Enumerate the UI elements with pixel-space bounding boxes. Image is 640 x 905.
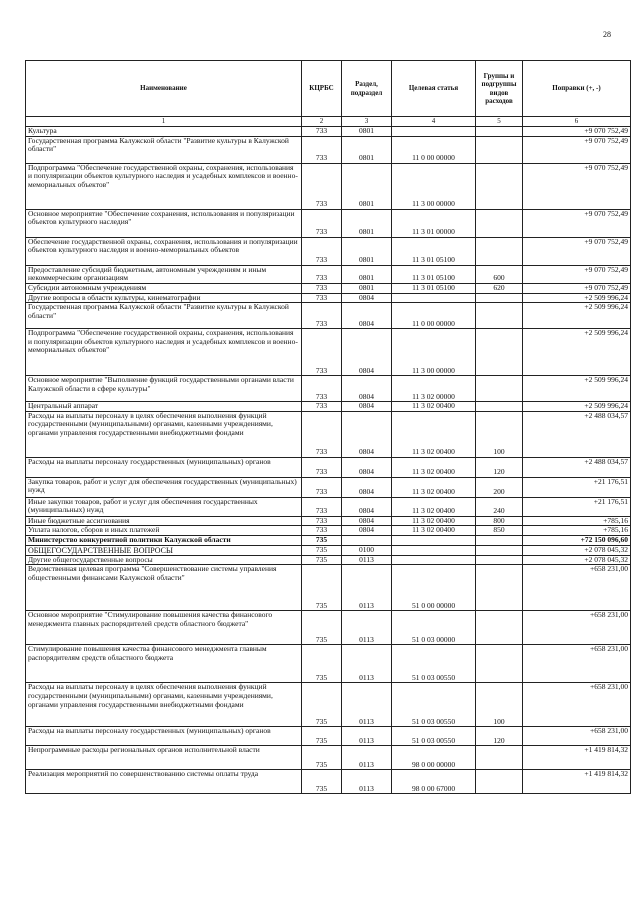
row-expense-type <box>476 555 523 565</box>
row-section: 0100 <box>342 545 392 555</box>
row-name: Субсидии автономным учреждениям <box>26 283 302 293</box>
row-amount: +9 070 752,49 <box>523 237 631 265</box>
row-section: 0113 <box>342 683 392 727</box>
table-row <box>26 209 631 237</box>
row-target <box>392 545 476 555</box>
row-section: 0804 <box>342 516 392 526</box>
row-expense-type: 100 <box>476 683 523 727</box>
row-amount: +2 488 034,57 <box>523 457 631 477</box>
row-section: 0113 <box>342 565 392 611</box>
row-section: 0801 <box>342 127 392 137</box>
row-expense-type <box>476 293 523 303</box>
row-target: 11 0 00 00000 <box>392 136 476 163</box>
row-section <box>342 536 392 546</box>
col-number: 4 <box>392 117 476 127</box>
table-row <box>26 237 631 265</box>
row-amount: +9 070 752,49 <box>523 163 631 209</box>
table-row <box>26 746 631 770</box>
row-section: 0804 <box>342 457 392 477</box>
row-name: ОБЩЕГОСУДАРСТВЕННЫЕ ВОПРОСЫ <box>26 545 302 555</box>
row-name: Другие вопросы в области культуры, кинематографии <box>26 293 302 303</box>
row-amount: +2 509 996,24 <box>523 293 631 303</box>
row-kcrbs: 733 <box>302 127 342 137</box>
row-amount: +785,16 <box>523 516 631 526</box>
row-kcrbs: 733 <box>302 209 342 237</box>
row-name: Подпрограмма "Обеспечение государственной охраны, сохранения, использования и популяризации объектов культурного наследия и усадебных комплексов и военно-мемориальных объектов" <box>26 329 302 376</box>
row-kcrbs: 733 <box>302 376 342 402</box>
page-number: 28 <box>603 30 611 39</box>
row-kcrbs: 733 <box>302 303 342 329</box>
row-kcrbs: 735 <box>302 555 342 565</box>
row-name: Иные закупки товаров, работ и услуг для обеспечения государственных (муниципальных) нужд <box>26 497 302 516</box>
row-expense-type: 850 <box>476 526 523 536</box>
row-expense-type <box>476 746 523 770</box>
table-row <box>26 329 631 376</box>
row-section: 0801 <box>342 136 392 163</box>
row-target: 11 3 01 05100 <box>392 265 476 283</box>
row-section: 0801 <box>342 283 392 293</box>
row-kcrbs: 735 <box>302 746 342 770</box>
col-header-expense-type: Группы и подгруппы видов расходов <box>476 61 523 117</box>
table-row <box>26 545 631 555</box>
row-target <box>392 555 476 565</box>
row-kcrbs: 733 <box>302 293 342 303</box>
row-amount: +2 509 996,24 <box>523 303 631 329</box>
table-row <box>26 645 631 683</box>
row-amount: +658 231,00 <box>523 683 631 727</box>
row-kcrbs: 735 <box>302 611 342 645</box>
col-header-name: Наименование <box>26 61 302 117</box>
row-name: Подпрограмма "Обеспечение государственной охраны, сохранения, использования и популяризации объектов культурного наследия и усадебных комплексов и военно-мемориальных объектов" <box>26 163 302 209</box>
row-expense-type: 120 <box>476 457 523 477</box>
row-expense-type <box>476 163 523 209</box>
row-expense-type <box>476 136 523 163</box>
col-number: 3 <box>342 117 392 127</box>
table-row <box>26 411 631 457</box>
row-amount: +658 231,00 <box>523 645 631 683</box>
col-number: 2 <box>302 117 342 127</box>
row-expense-type <box>476 770 523 794</box>
row-kcrbs: 735 <box>302 545 342 555</box>
table-row <box>26 555 631 565</box>
row-target: 11 3 02 00400 <box>392 497 476 516</box>
table-row <box>26 536 631 546</box>
row-name: Основное мероприятие "Стимулирование повышения качества финансового менеджмента главных распорядителей средств областного бюджета" <box>26 611 302 645</box>
table-row <box>26 127 631 137</box>
row-kcrbs: 735 <box>302 727 342 746</box>
row-target: 11 3 01 05100 <box>392 237 476 265</box>
row-section: 0113 <box>342 727 392 746</box>
row-kcrbs: 733 <box>302 136 342 163</box>
row-expense-type <box>476 329 523 376</box>
row-expense-type <box>476 565 523 611</box>
table-row <box>26 376 631 402</box>
row-kcrbs: 735 <box>302 536 342 546</box>
table-row <box>26 303 631 329</box>
table-row <box>26 457 631 477</box>
row-target: 11 3 02 00400 <box>392 402 476 412</box>
row-amount: +658 231,00 <box>523 565 631 611</box>
row-section: 0113 <box>342 770 392 794</box>
row-kcrbs: 735 <box>302 645 342 683</box>
row-section: 0804 <box>342 376 392 402</box>
row-amount: +2 488 034,57 <box>523 411 631 457</box>
table-row <box>26 136 631 163</box>
row-target: 51 0 03 00550 <box>392 683 476 727</box>
row-kcrbs: 733 <box>302 237 342 265</box>
row-expense-type: 200 <box>476 477 523 497</box>
row-target: 11 3 02 00400 <box>392 526 476 536</box>
row-target: 11 3 00 00000 <box>392 163 476 209</box>
row-amount: +2 509 996,24 <box>523 376 631 402</box>
row-name: Культура <box>26 127 302 137</box>
row-expense-type <box>476 545 523 555</box>
row-name: Уплата налогов, сборов и иных платежей <box>26 526 302 536</box>
row-name: Реализация мероприятий по совершенствованию системы оплаты труда <box>26 770 302 794</box>
row-name: Основное мероприятие "Выполнение функций государственными органами власти Калужской области в сфере культуры" <box>26 376 302 402</box>
row-amount: +2 509 996,24 <box>523 402 631 412</box>
row-section: 0801 <box>342 265 392 283</box>
row-expense-type <box>476 303 523 329</box>
row-kcrbs: 733 <box>302 163 342 209</box>
row-kcrbs: 733 <box>302 457 342 477</box>
row-kcrbs: 733 <box>302 526 342 536</box>
table-row <box>26 770 631 794</box>
row-amount: +2 509 996,24 <box>523 329 631 376</box>
row-target: 11 3 02 00400 <box>392 457 476 477</box>
row-amount: +9 070 752,49 <box>523 265 631 283</box>
row-target: 98 0 00 00000 <box>392 746 476 770</box>
row-expense-type <box>476 237 523 265</box>
row-name: Стимулирование повышения качества финансового менеджмента главным распорядителям средств областного бюджета <box>26 645 302 683</box>
row-kcrbs: 735 <box>302 770 342 794</box>
row-expense-type <box>476 645 523 683</box>
row-section: 0804 <box>342 526 392 536</box>
row-name: Основное мероприятие "Обеспечение сохранения, использования и популяризации объектов культурного наследия" <box>26 209 302 237</box>
row-name: Расходы на выплаты персоналу государственных (муниципальных) органов <box>26 457 302 477</box>
table-row <box>26 526 631 536</box>
row-expense-type: 620 <box>476 283 523 293</box>
row-section: 0113 <box>342 645 392 683</box>
row-section: 0801 <box>342 209 392 237</box>
row-amount: +72 150 096,60 <box>523 536 631 546</box>
table-row <box>26 516 631 526</box>
row-target <box>392 536 476 546</box>
row-name: Расходы на выплаты персоналу в целях обеспечения выполнения функций государственными (муниципальными) органами, казенными учреждениями, органами управления государственными внебюджетными фондами <box>26 411 302 457</box>
row-section: 0804 <box>342 293 392 303</box>
row-amount: +658 231,00 <box>523 611 631 645</box>
row-target: 11 0 00 00000 <box>392 303 476 329</box>
row-target <box>392 293 476 303</box>
row-kcrbs: 735 <box>302 565 342 611</box>
table-row <box>26 265 631 283</box>
row-name: Министерство конкурентной политики Калужской области <box>26 536 302 546</box>
table-header-row <box>26 61 631 117</box>
row-target: 11 3 02 00400 <box>392 411 476 457</box>
col-header-target: Целевая статья <box>392 61 476 117</box>
row-amount: +2 078 045,32 <box>523 545 631 555</box>
row-name: Расходы на выплаты персоналу государственных (муниципальных) органов <box>26 727 302 746</box>
row-target: 11 3 00 00000 <box>392 329 476 376</box>
row-expense-type <box>476 402 523 412</box>
row-section: 0801 <box>342 237 392 265</box>
col-number: 5 <box>476 117 523 127</box>
row-amount: +2 078 045,32 <box>523 555 631 565</box>
table-row <box>26 163 631 209</box>
row-section: 0113 <box>342 555 392 565</box>
row-amount: +21 176,51 <box>523 477 631 497</box>
row-name: Другие общегосударственные вопросы <box>26 555 302 565</box>
row-expense-type: 800 <box>476 516 523 526</box>
row-kcrbs: 733 <box>302 283 342 293</box>
table-row <box>26 402 631 412</box>
row-section: 0113 <box>342 611 392 645</box>
row-name: Предоставление субсидий бюджетным, автономным учреждениям и иным некоммерческим организациям <box>26 265 302 283</box>
row-amount: +21 176,51 <box>523 497 631 516</box>
row-expense-type <box>476 376 523 402</box>
table-row <box>26 683 631 727</box>
row-name: Ведомственная целевая программа "Совершенствование системы управления общественными финансами Калужской области" <box>26 565 302 611</box>
row-expense-type <box>476 209 523 237</box>
row-section: 0113 <box>342 746 392 770</box>
row-target: 11 3 02 00400 <box>392 477 476 497</box>
row-amount: +9 070 752,49 <box>523 136 631 163</box>
row-name: Непрограммные расходы региональных органов исполнительной власти <box>26 746 302 770</box>
row-section: 0804 <box>342 329 392 376</box>
table-row <box>26 727 631 746</box>
col-header-section: Раздел, подраздел <box>342 61 392 117</box>
row-target: 11 3 02 00000 <box>392 376 476 402</box>
col-header-amendment: Поправки (+, -) <box>523 61 631 117</box>
row-expense-type <box>476 536 523 546</box>
row-name: Государственная программа Калужской области "Развитие культуры в Калужской области" <box>26 136 302 163</box>
row-amount: +1 419 814,32 <box>523 746 631 770</box>
table-row <box>26 611 631 645</box>
row-target: 11 3 02 00400 <box>392 516 476 526</box>
row-section: 0804 <box>342 411 392 457</box>
row-amount: +9 070 752,49 <box>523 283 631 293</box>
row-expense-type <box>476 611 523 645</box>
table-row <box>26 293 631 303</box>
row-kcrbs: 733 <box>302 402 342 412</box>
row-section: 0801 <box>342 163 392 209</box>
row-amount: +9 070 752,49 <box>523 209 631 237</box>
row-name: Иные бюджетные ассигнования <box>26 516 302 526</box>
row-name: Расходы на выплаты персоналу в целях обеспечения выполнения функций государственными (муниципальными) органами, казенными учреждениями, органами управления государственными внебюджетными фондами <box>26 683 302 727</box>
row-name: Государственная программа Калужской области "Развитие культуры в Калужской области" <box>26 303 302 329</box>
row-target: 51 0 03 00550 <box>392 645 476 683</box>
row-amount: +1 419 814,32 <box>523 770 631 794</box>
row-expense-type: 100 <box>476 411 523 457</box>
row-target: 11 3 01 00000 <box>392 209 476 237</box>
column-number-row <box>26 117 631 127</box>
row-target: 11 3 01 05100 <box>392 283 476 293</box>
budget-amendments-table <box>25 60 631 794</box>
row-target: 51 0 00 00000 <box>392 565 476 611</box>
row-section: 0804 <box>342 477 392 497</box>
row-expense-type: 120 <box>476 727 523 746</box>
row-name: Закупка товаров, работ и услуг для обеспечения государственных (муниципальных) нужд <box>26 477 302 497</box>
row-kcrbs: 733 <box>302 497 342 516</box>
row-section: 0804 <box>342 303 392 329</box>
row-amount: +9 070 752,49 <box>523 127 631 137</box>
row-amount: +785,16 <box>523 526 631 536</box>
row-kcrbs: 733 <box>302 516 342 526</box>
col-header-kcrbs: КЦРБС <box>302 61 342 117</box>
row-name: Центральный аппарат <box>26 402 302 412</box>
row-section: 0804 <box>342 402 392 412</box>
col-number: 6 <box>523 117 631 127</box>
row-kcrbs: 733 <box>302 411 342 457</box>
table-row <box>26 565 631 611</box>
row-kcrbs: 735 <box>302 683 342 727</box>
col-number: 1 <box>26 117 302 127</box>
row-kcrbs: 733 <box>302 477 342 497</box>
row-target: 51 0 03 00550 <box>392 727 476 746</box>
table-row <box>26 497 631 516</box>
table-row <box>26 477 631 497</box>
row-target: 51 0 03 00000 <box>392 611 476 645</box>
row-expense-type: 600 <box>476 265 523 283</box>
row-name: Обеспечение государственной охраны, сохранения, использования и популяризации объектов культурного наследия и военно-мемориальных объектов <box>26 237 302 265</box>
row-amount: +658 231,00 <box>523 727 631 746</box>
row-kcrbs: 733 <box>302 329 342 376</box>
row-target <box>392 127 476 137</box>
table-body <box>26 127 631 794</box>
table-row <box>26 283 631 293</box>
row-expense-type: 240 <box>476 497 523 516</box>
row-expense-type <box>476 127 523 137</box>
row-kcrbs: 733 <box>302 265 342 283</box>
row-section: 0804 <box>342 497 392 516</box>
row-target: 98 0 00 67000 <box>392 770 476 794</box>
